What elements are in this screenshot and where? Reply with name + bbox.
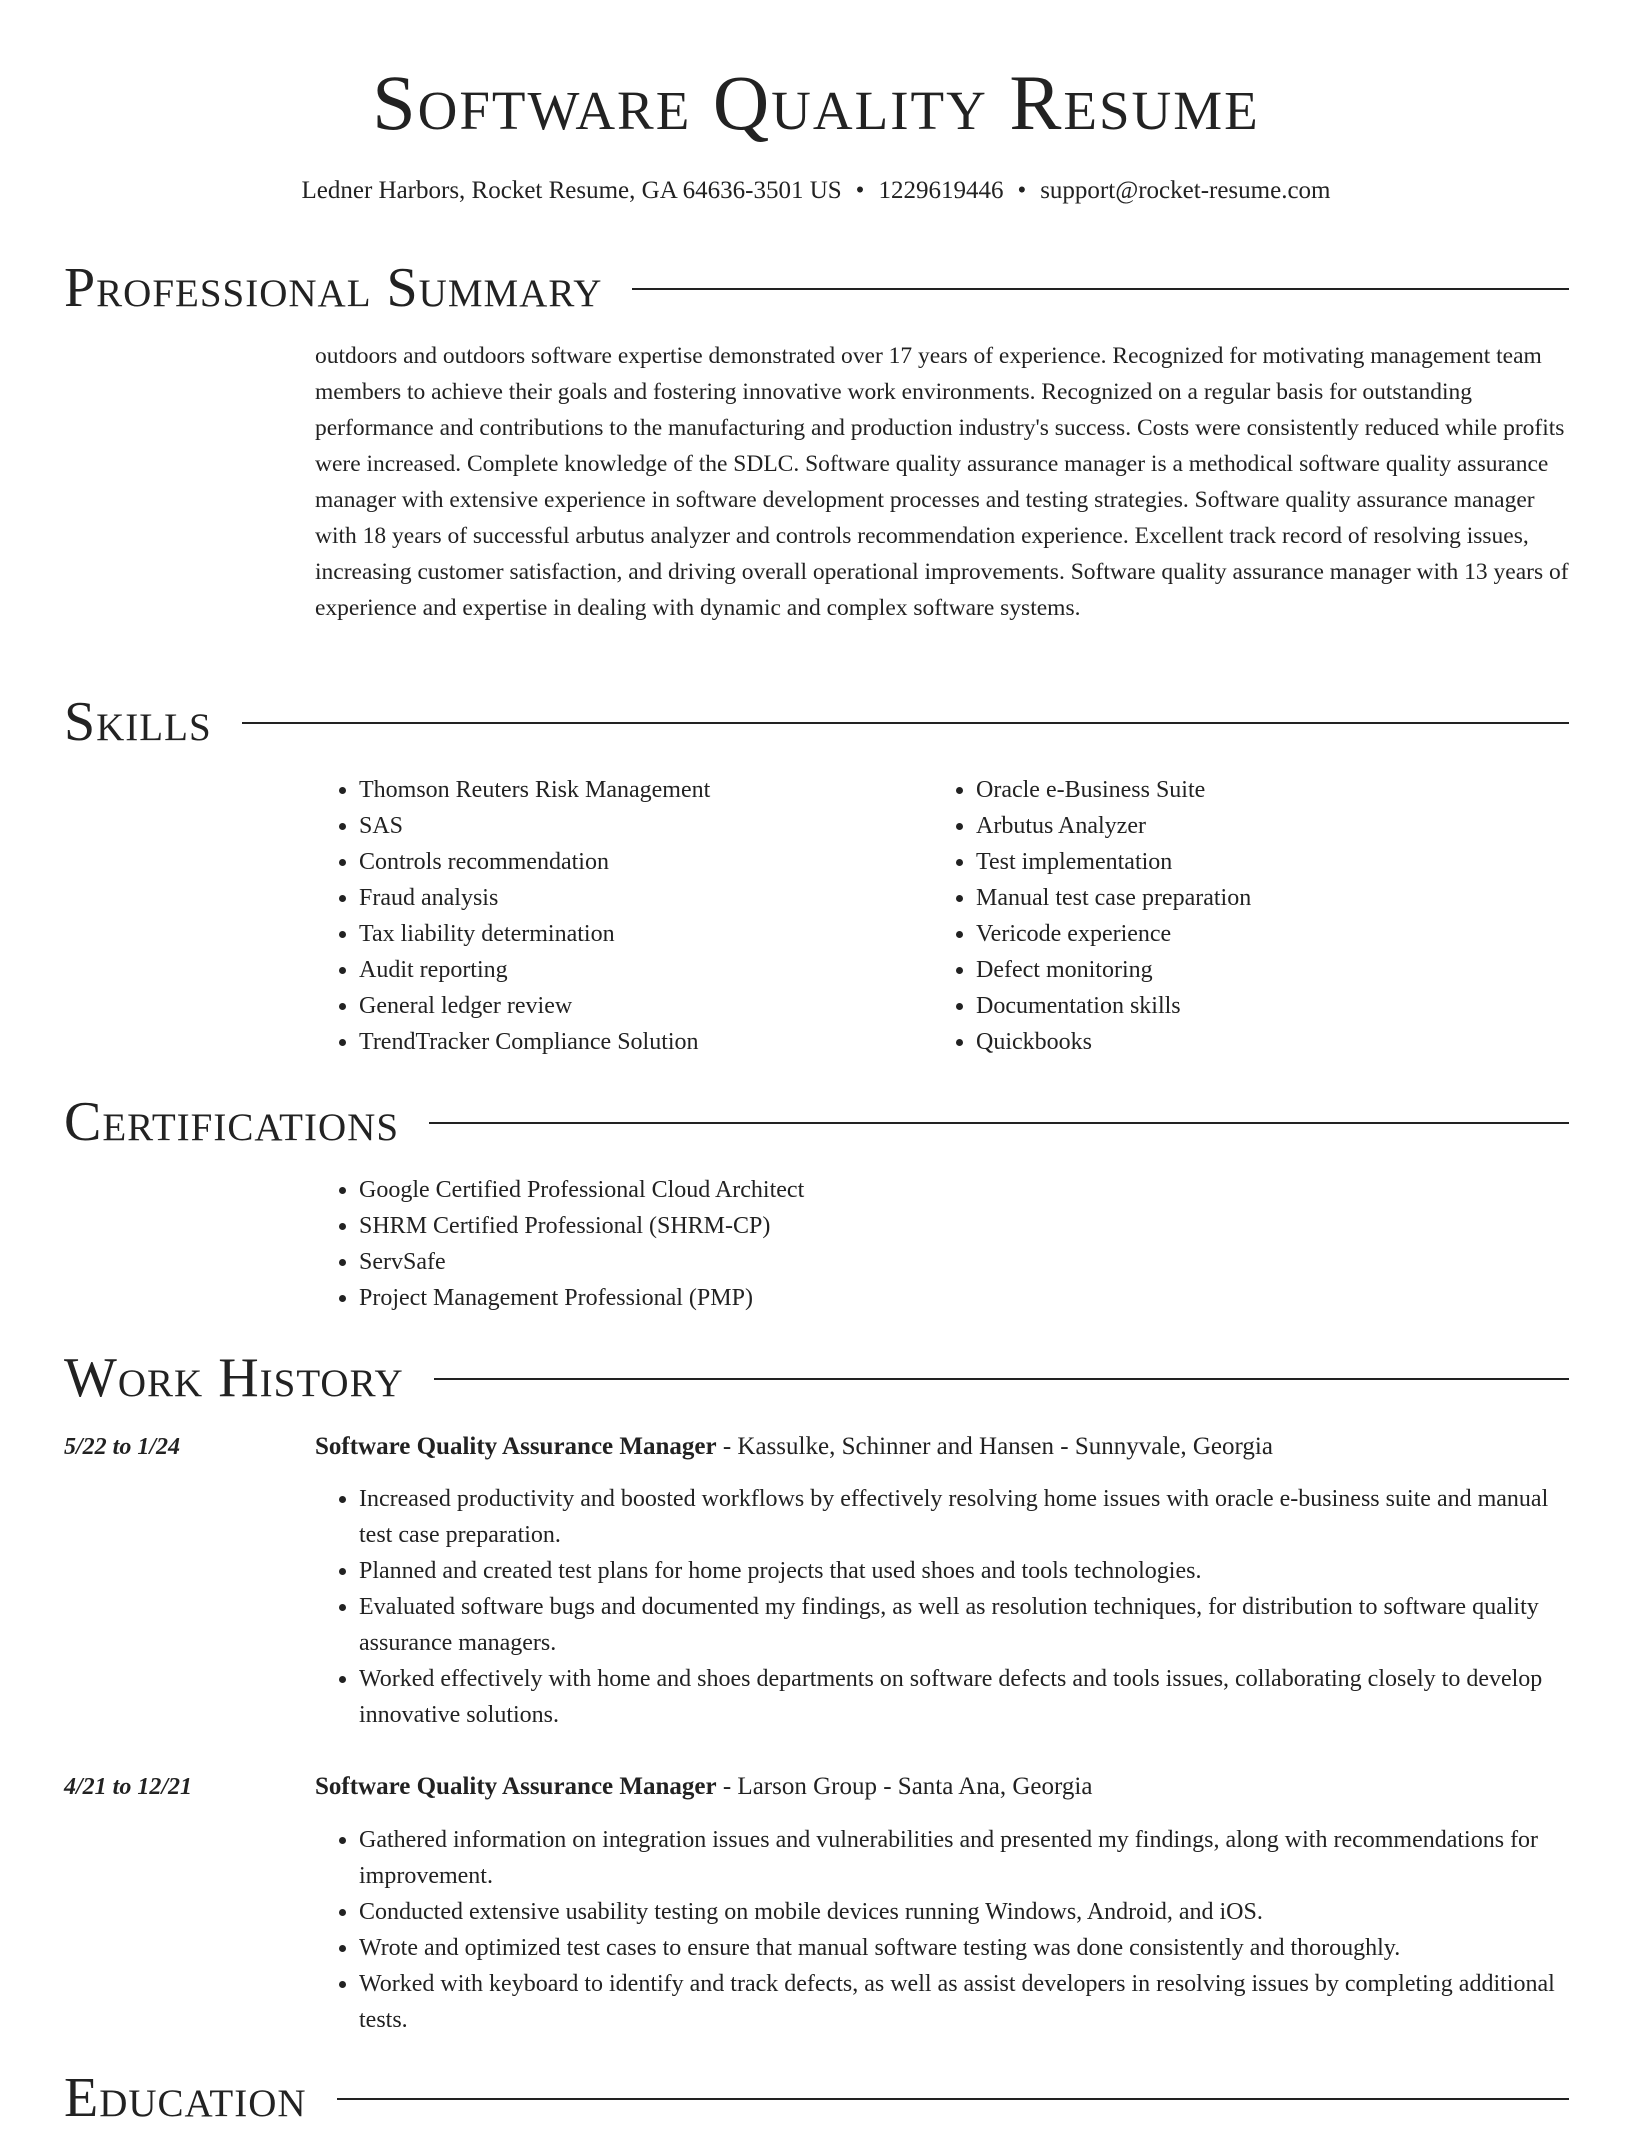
skill-item: • Manual test case preparation: [976, 880, 1512, 916]
certifications-list: [315, 1172, 1315, 1316]
skill-item: • Fraud analysis: [359, 880, 895, 916]
section-divider: [429, 1122, 1569, 1124]
summary-text: outdoors and outdoors software expertise demonstrated over 17 years of experience. Recognized for motivating management team members to achieve their goals and fostering innovative work environments. Recognized on a regular basis for outstanding performance and contributions to the manufacturing and production industry's success. Costs were consistently reduced while profits were increased. Complete knowledge of the SDLC. Software quality assurance manager is a methodical software quality assurance manager with extensive experience in software development processes and testing strategies. Software quality assurance manager with 18 years of successful arbutus analyzer and controls recommendation experience. Excellent track record of resolving issues, increasing customer satisfaction, and driving overall operational improvements. Software quality assurance manager with 13 years of experience and expertise in dealing with dynamic and complex software systems.: [315, 343, 1569, 621]
work-history-heading: Work History: [64, 1347, 404, 1409]
resume-title: Software Quality Resume: [372, 59, 1260, 146]
certification-item: • ServSafe: [359, 1244, 1315, 1280]
job-dates: 5/22 to 1/24: [64, 1434, 181, 1460]
skill-item: • Audit reporting: [359, 952, 895, 988]
certifications-section-header: [64, 1090, 1569, 1154]
skill-item: • TrendTracker Compliance Solution: [359, 1024, 895, 1060]
skill-item: • Defect monitoring: [976, 952, 1512, 988]
skill-item: • Controls recommendation: [359, 844, 895, 880]
section-divider: [434, 1378, 1569, 1380]
skill-item: • Arbutus Analyzer: [976, 808, 1512, 844]
skill-item: • SAS: [359, 808, 895, 844]
skills-column-right: [932, 772, 1512, 1060]
skills-section-header: [64, 690, 1569, 754]
skills-heading: Skills: [64, 691, 212, 753]
summary-section-header: [64, 256, 1569, 320]
job-duty-item: • Wrote and optimized test cases to ensure that manual software testing was done consistently and thoroughly.: [359, 1930, 1571, 1966]
job-duty-item: • Worked effectively with home and shoes departments on software defects and tools issues, collaborating closely to develop innovative solutions.: [359, 1661, 1571, 1733]
certification-item: • Project Management Professional (PMP): [359, 1280, 1315, 1316]
job-dates: 4/21 to 12/21: [64, 1774, 193, 1800]
job-employer-location: - Larson Group - Santa Ana, Georgia: [716, 1773, 1093, 1800]
skill-item: • Oracle e-Business Suite: [976, 772, 1512, 808]
skill-item: • Thomson Reuters Risk Management: [359, 772, 895, 808]
section-divider: [242, 722, 1569, 724]
contact-separator: •: [855, 177, 865, 204]
certification-item: • Google Certified Professional Cloud Architect: [359, 1172, 1315, 1208]
job-duty-item: • Worked with keyboard to identify and track defects, as well as assist developers in resolving issues by completing additional tests.: [359, 1966, 1571, 2038]
job-duty-item: • Gathered information on integration issues and vulnerabilities and presented my findings, along with recommendations for improvement.: [359, 1822, 1571, 1894]
job-duty-item: • Evaluated software bugs and documented my findings, as well as resolution techniques, for distribution to software quality assurance managers.: [359, 1589, 1571, 1661]
job-duty-item: • Conducted extensive usability testing on mobile devices running Windows, Android, and iOS.: [359, 1894, 1571, 1930]
skill-item: • Documentation skills: [976, 988, 1512, 1024]
skill-item: • Quickbooks: [976, 1024, 1512, 1060]
job-duty-item: • Increased productivity and boosted workflows by effectively resolving home issues with oracle e-business suite and manual test case preparation.: [359, 1481, 1571, 1553]
contact-email: support@rocket-resume.com: [1040, 177, 1331, 204]
skill-item: • General ledger review: [359, 988, 895, 1024]
skill-item: • Test implementation: [976, 844, 1512, 880]
job-role: Software Quality Assurance Manager: [315, 1433, 717, 1460]
summary-heading: Professional Summary: [64, 257, 603, 319]
certifications-heading: Certifications: [64, 1091, 400, 1153]
skill-item: • Vericode experience: [976, 916, 1512, 952]
section-divider: [337, 2098, 1569, 2100]
section-divider: [632, 288, 1569, 290]
job-title-line: [315, 1770, 1092, 1804]
contact-line: [0, 174, 1632, 208]
skills-column-left: [315, 772, 895, 1060]
education-section-header: [64, 2066, 1569, 2130]
job-duties: [315, 1481, 1571, 1733]
job-role: Software Quality Assurance Manager: [315, 1773, 717, 1800]
education-heading: Education: [64, 2067, 307, 2129]
contact-phone: 1229619446: [878, 177, 1004, 204]
skill-item: • Tax liability determination: [359, 916, 895, 952]
certification-item: • SHRM Certified Professional (SHRM-CP): [359, 1208, 1315, 1244]
job-duty-item: • Planned and created test plans for home projects that used shoes and tools technologies.: [359, 1553, 1571, 1589]
work-history-section-header: [64, 1346, 1569, 1410]
job-duties: [315, 1822, 1571, 2038]
contact-separator: •: [1017, 177, 1027, 204]
job-employer-location: - Kassulke, Schinner and Hansen - Sunnyvale, Georgia: [716, 1433, 1273, 1460]
contact-address: Ledner Harbors, Rocket Resume, GA 64636-3501 US: [301, 177, 842, 204]
job-title-line: [315, 1430, 1273, 1464]
